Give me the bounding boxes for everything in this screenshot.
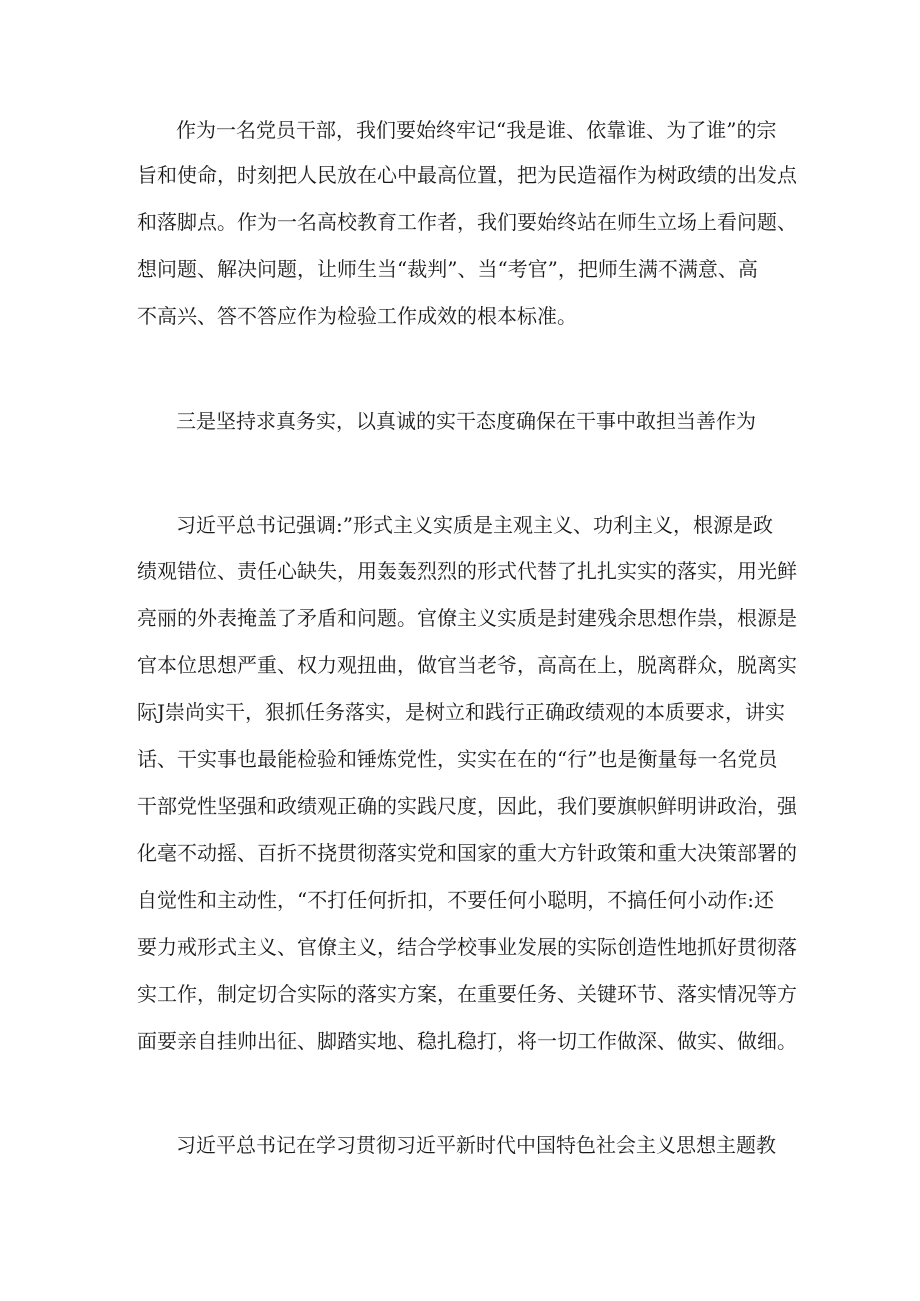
text-line: 要力戒形式主义、官僚主义，结合学校事业发展的实际创造性地抓好贯彻落	[137, 935, 797, 959]
paragraph-2-line-10	[0, 932, 920, 962]
text-line: 化毫不动摇、百折不挠贯彻落实党和国家的重大方针政策和重大决策部署的	[137, 841, 797, 865]
paragraph-2-line-2	[0, 556, 920, 586]
paragraph-2-line-3	[0, 603, 920, 633]
text-line: 和落脚点。作为一名高校教育工作者，我们要始终站在师生立场上看问题、	[137, 210, 797, 234]
paragraph-1-line-1	[0, 115, 920, 145]
paragraph-1-line-4	[0, 254, 920, 284]
paragraph-1-line-3	[0, 207, 920, 237]
text-line: 亮丽的外表掩盖了矛盾和问题。官僚主义实质是封建残余思想作祟，根源是	[137, 606, 797, 630]
paragraph-2-line-12	[0, 1026, 920, 1056]
paragraph-2-line-9	[0, 885, 920, 915]
paragraph-2-line-8	[0, 838, 920, 868]
paragraph-2-line-11	[0, 979, 920, 1009]
text-line: 际J崇尚实干，狠抓任务落实，是树立和践行正确政绩观的本质要求，讲实	[137, 700, 786, 724]
text-line: 干部党性坚强和政绩观正确的实践尺度，因此，我们要旗帜鲜明讲政治，强	[137, 794, 797, 818]
paragraph-1-line-5	[0, 301, 920, 331]
paragraph-3-line-1	[0, 1130, 920, 1160]
text-line: 官本位思想严重、权力观扭曲，做官当老爷，高高在上，脱离群众，脱离实	[137, 653, 797, 677]
text-line: 习近平总书记在学习贯彻习近平新时代中国特色社会主义思想主题教	[176, 1133, 776, 1157]
text-line: 话、干实事也最能检验和锤炼党性，实实在在的“行”也是衡量每一名党员	[137, 747, 778, 771]
text-line: 不高兴、答不答应作为检验工作成效的根本标准。	[137, 304, 577, 328]
text-line: 自觉性和主动性，“不打任何折扣，不要任何小聪明，不搞任何小动作:还	[137, 888, 774, 912]
paragraph-2-line-4	[0, 650, 920, 680]
paragraph-1-line-2	[0, 160, 920, 190]
text-line: 作为一名党员干部，我们要始终牢记“我是谁、依靠谁、为了谁”的宗	[176, 118, 777, 142]
text-line: 实工作，制定切合实际的落实方案，在重要任务、关键环节、落实情况等方	[137, 982, 797, 1006]
text-line: 旨和使命，时刻把人民放在心中最高位置，把为民造福作为树政绩的出发点	[137, 163, 797, 187]
text-line: 想问题、解决问题，让师生当“裁判”、当“考官”，把师生满不满意、高	[137, 257, 758, 281]
paragraph-2-line-6	[0, 744, 920, 774]
paragraph-2-line-5	[0, 697, 920, 727]
paragraph-2-line-1	[0, 510, 920, 540]
text-line: 习近平总书记强调:”形式主义实质是主观主义、功利主义，根源是政	[176, 513, 773, 537]
paragraph-2-line-7	[0, 791, 920, 821]
text-line: 绩观错位、责任心缺失，用轰轰烈烈的形式代替了扎扎实实的落实，用光鲜	[137, 559, 797, 583]
section-heading	[0, 406, 920, 436]
text-line: 面要亲自挂帅出征、脚踏实地、稳扎稳打，将一切工作做深、做实、做细。	[137, 1029, 797, 1053]
heading-text: 三是坚持求真务实，以真诚的实干态度确保在干事中敢担当善作为	[176, 409, 756, 433]
